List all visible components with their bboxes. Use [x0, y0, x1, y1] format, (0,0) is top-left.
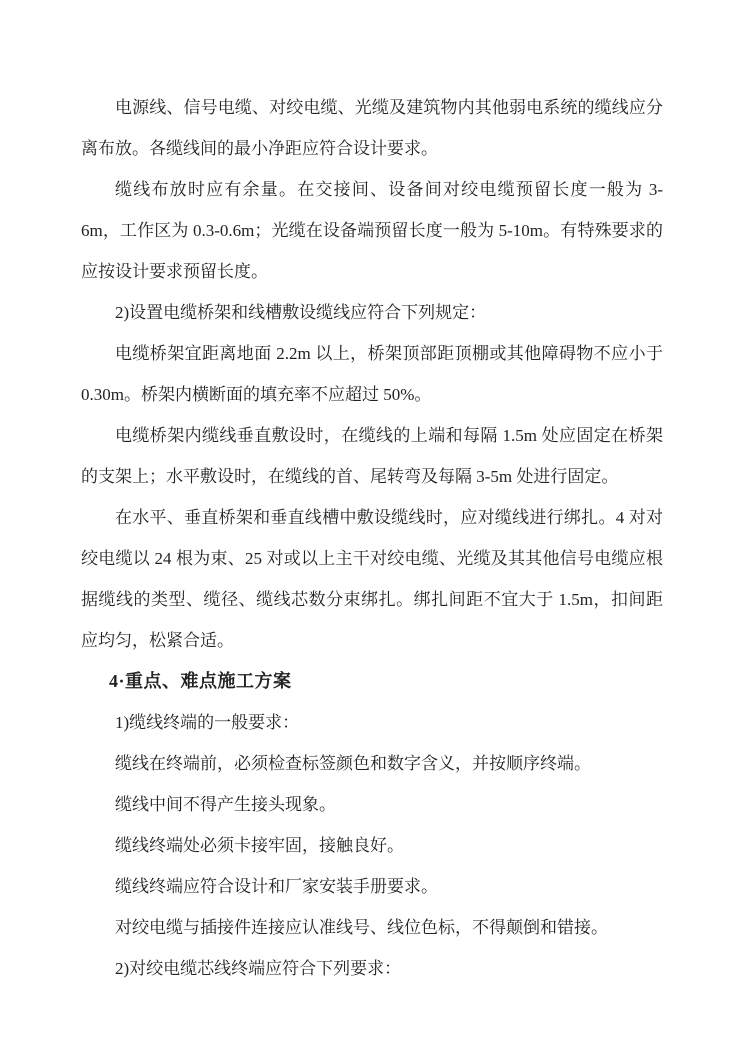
paragraph: 对绞电缆与插接件连接应认准线号、线位色标，不得颠倒和错接。 [115, 918, 608, 937]
section-heading: 4·重点、难点施工方案 [109, 671, 292, 691]
document-body-text [81, 87, 663, 989]
paragraph: 电源线、信号电缆、对绞电缆、光缆及建筑物内其他弱电系统的缆线应分离布放。各缆线间的最小净距应符合设计要求。 [81, 98, 663, 158]
paragraph: 1)缆线终端的一般要求： [115, 713, 300, 732]
paragraph: 缆线终端处必须卡接牢固，接触良好。 [115, 836, 404, 855]
paragraph: 缆线中间不得产生接头现象。 [115, 795, 336, 814]
paragraph: 缆线在终端前，必须检查标签颜色和数字含义，并按顺序终端。 [115, 754, 591, 773]
paragraph: 2)对绞电缆芯线终端应符合下列要求： [115, 959, 402, 978]
paragraph: 2)设置电缆桥架和线槽敷设缆线应符合下列规定： [115, 303, 487, 322]
paragraph: 电缆桥架宜距离地面 2.2m 以上，桥架顶部距顶棚或其他障碍物不应小于 0.30m。桥架内横断面的填充率不应超过 50%。 [81, 344, 663, 404]
paragraph: 电缆桥架内缆线垂直敷设时，在缆线的上端和每隔 1.5m 处应固定在桥架的支架上；水平敷设时，在缆线的首、尾转弯及每隔 3-5m 处进行固定。 [81, 426, 663, 486]
paragraph: 缆线布放时应有余量。在交接间、设备间对绞电缆预留长度一般为 3-6m，工作区为 0.3-0.6m；光缆在设备端预留长度一般为 5-10m。有特殊要求的应按设计要求预留长度。 [81, 180, 663, 281]
paragraph: 缆线终端应符合设计和厂家安装手册要求。 [115, 877, 438, 896]
paragraph: 在水平、垂直桥架和垂直线槽中敷设缆线时，应对缆线进行绑扎。4 对对绞电缆以 24 根为束、25 对或以上主干对绞电缆、光缆及其其他信号电缆应根据缆线的类型、缆径、缆线芯数分束绑扎。绑扎间距不宜大于 1.5m，扣间距应均匀，松紧合适。 [81, 508, 663, 650]
